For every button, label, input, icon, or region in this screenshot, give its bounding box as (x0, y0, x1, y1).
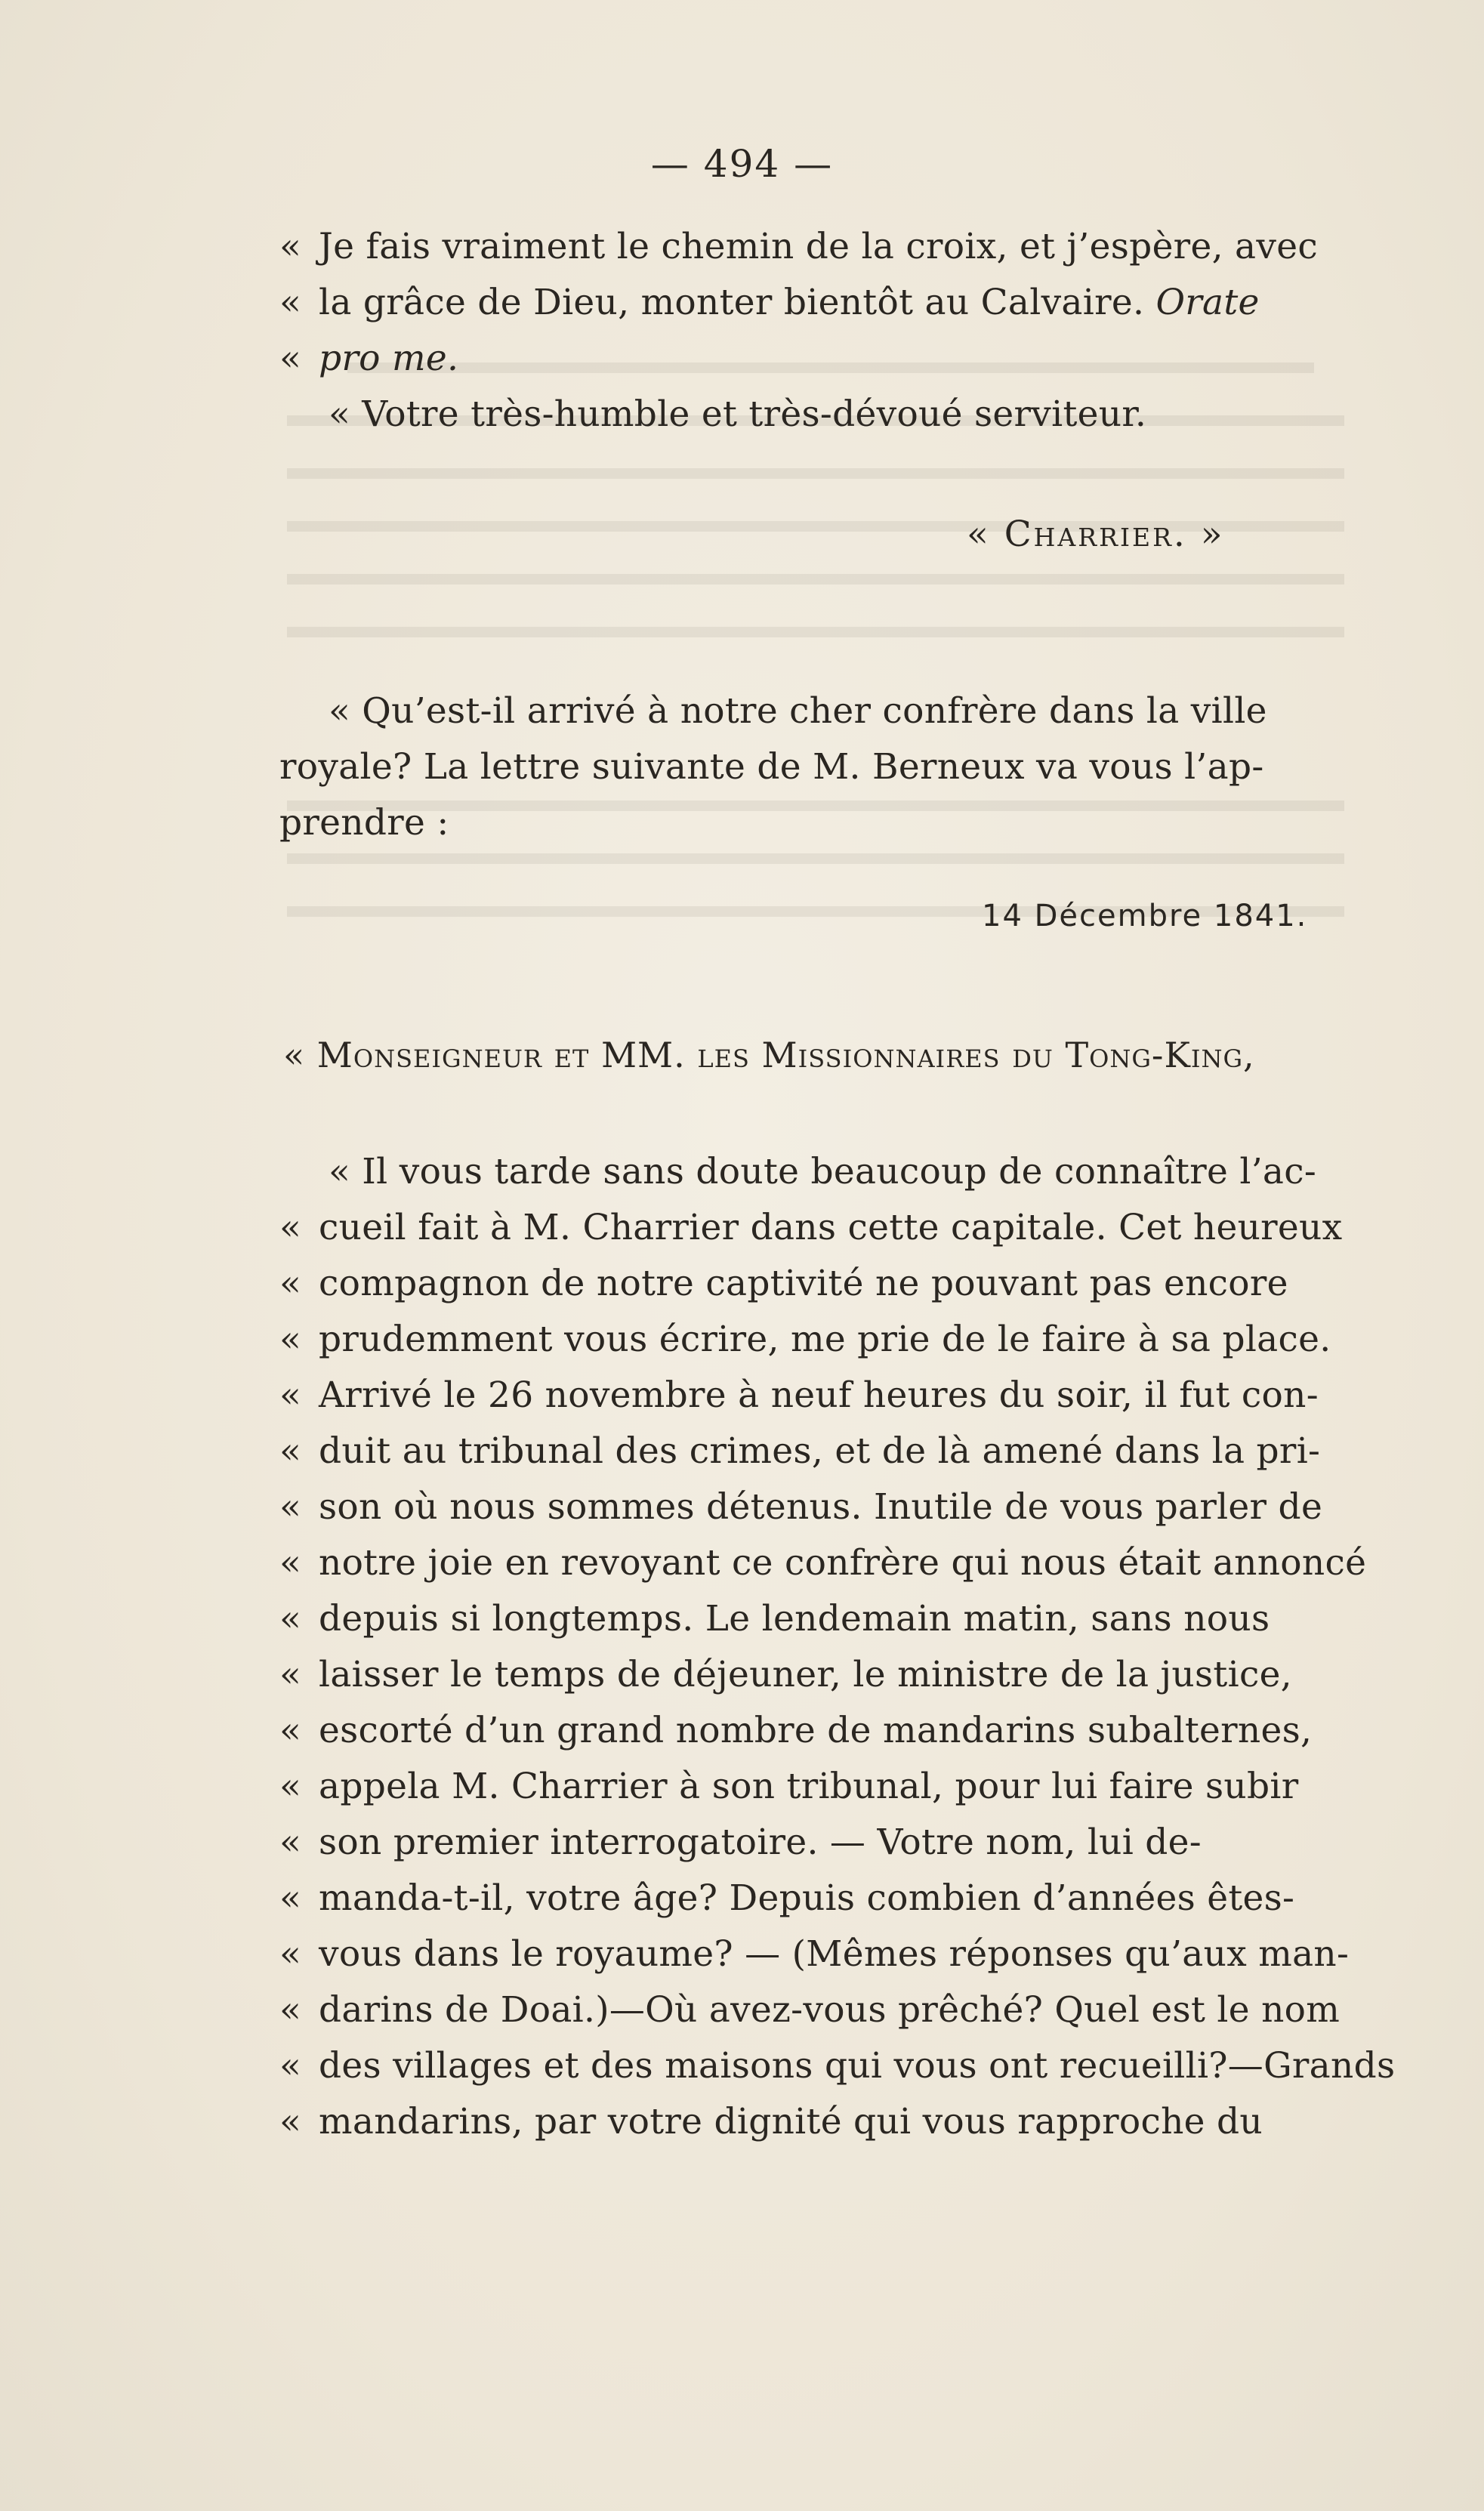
line-text: prudemment vous écrire, me prie de le faire à sa place. (319, 1319, 1331, 1360)
text-line (279, 1312, 1352, 1368)
text-line (279, 1871, 1352, 1926)
quote-mark: « (279, 338, 302, 379)
text-line (279, 1368, 1352, 1424)
quote-mark: « (279, 1374, 302, 1416)
quote-mark: « (279, 1766, 302, 1807)
line-text: mandarins, par votre dignité qui vous rapproche du (319, 2101, 1263, 2142)
line-text: des villages et des maisons qui vous ont recueilli?—Grands (319, 2045, 1396, 2087)
quote-mark: « (279, 2045, 302, 2087)
text-line: prendre : (279, 802, 449, 844)
line-text: appela M. Charrier à son tribunal, pour lui faire subir (319, 1766, 1299, 1807)
quote-mark: « (279, 226, 302, 267)
quote-mark: « (279, 1319, 302, 1360)
text-line (279, 1982, 1352, 2038)
signature: « Charrier. » (967, 514, 1225, 555)
quote-mark: « (279, 1654, 302, 1695)
quote-mark: « (279, 1877, 302, 1919)
text-line (279, 275, 1352, 331)
text-line (279, 1424, 1352, 1479)
text-line (279, 1256, 1352, 1312)
text-line: « Qu’est-il arrivé à notre cher confrère dans la ville (329, 690, 1267, 732)
closing-line: « Votre très-humble et très-dévoué serviteur. (329, 393, 1147, 435)
quote-mark: « (279, 1542, 302, 1584)
letter-body (279, 1144, 1396, 2150)
text-line (279, 1926, 1352, 1982)
text-line (279, 1200, 1352, 1256)
line-text: duit au tribunal des crimes, et de là amené dans la pri- (319, 1430, 1321, 1472)
text-line (279, 1591, 1352, 1647)
quote-mark: « (279, 1430, 302, 1472)
quote-mark: « (279, 1933, 302, 1975)
quote-mark: « (279, 282, 302, 323)
quote-mark: « (279, 1989, 302, 2031)
italic-text: pro me. (319, 338, 459, 379)
page-number: — 494 — (650, 142, 834, 186)
text-line: royale? La lettre suivante de M. Berneux va vous l’ap- (279, 746, 1264, 788)
transition-paragraph (279, 683, 1352, 851)
quote-mark: « (279, 1263, 302, 1304)
text-line (279, 219, 1352, 275)
text-line (279, 331, 1352, 387)
line-text: manda-t-il, votre âge? Depuis combien d’années êtes- (319, 1877, 1295, 1919)
text-line (279, 1759, 1352, 1815)
line-text: la grâce de Dieu, monter bientôt au Calvaire. (319, 282, 1145, 323)
quote-mark: « (279, 1598, 302, 1640)
intro-paragraph (279, 219, 1352, 443)
line-text: notre joie en revoyant ce confrère qui nous était annoncé (319, 1542, 1367, 1584)
text-line (279, 1647, 1352, 1703)
quote-mark: « (279, 1710, 302, 1751)
quote-mark: « (279, 1486, 302, 1528)
letter-salutation: « Monseigneur et MM. les Missionnaires du Tong-King, (283, 1035, 1255, 1075)
line-text: « Il vous tarde sans doute beaucoup de connaître l’ac- (329, 1151, 1317, 1192)
quote-mark: « (279, 2101, 302, 2142)
line-text: Je fais vraiment le chemin de la croix, et j’espère, avec (319, 226, 1318, 267)
line-text: laisser le temps de déjeuner, le ministre de la justice, (319, 1654, 1292, 1695)
text-line (279, 1144, 1352, 1200)
line-text: compagnon de notre captivité ne pouvant pas encore (319, 1263, 1288, 1304)
text-line (279, 1703, 1352, 1759)
line-text: vous dans le royaume? — (Mêmes réponses qu’aux man- (319, 1933, 1350, 1975)
line-text: Arrivé le 26 novembre à neuf heures du soir, il fut con- (319, 1374, 1319, 1416)
line-text: cueil fait à M. Charrier dans cette capitale. Cet heureux (319, 1207, 1343, 1248)
line-text: depuis si longtemps. Le lendemain matin, sans nous (319, 1598, 1270, 1640)
line-text: escorté d’un grand nombre de mandarins subalternes, (319, 1710, 1313, 1751)
text-line (279, 1815, 1352, 1871)
text-line (279, 2094, 1352, 2150)
italic-text: Orate (1155, 282, 1260, 323)
line-text: darins de Doai.)—Où avez-vous prêché? Quel est le nom (319, 1989, 1341, 2031)
letter-date: 14 Décembre 1841. (982, 899, 1308, 933)
line-text: son premier interrogatoire. — Votre nom, lui de- (319, 1822, 1202, 1863)
line-text: son où nous sommes détenus. Inutile de vous parler de (319, 1486, 1323, 1528)
text-line (279, 2038, 1396, 2094)
quote-mark: « (279, 1207, 302, 1248)
quote-mark: « (279, 1822, 302, 1863)
text-line (279, 1535, 1367, 1591)
text-line (279, 1479, 1352, 1535)
